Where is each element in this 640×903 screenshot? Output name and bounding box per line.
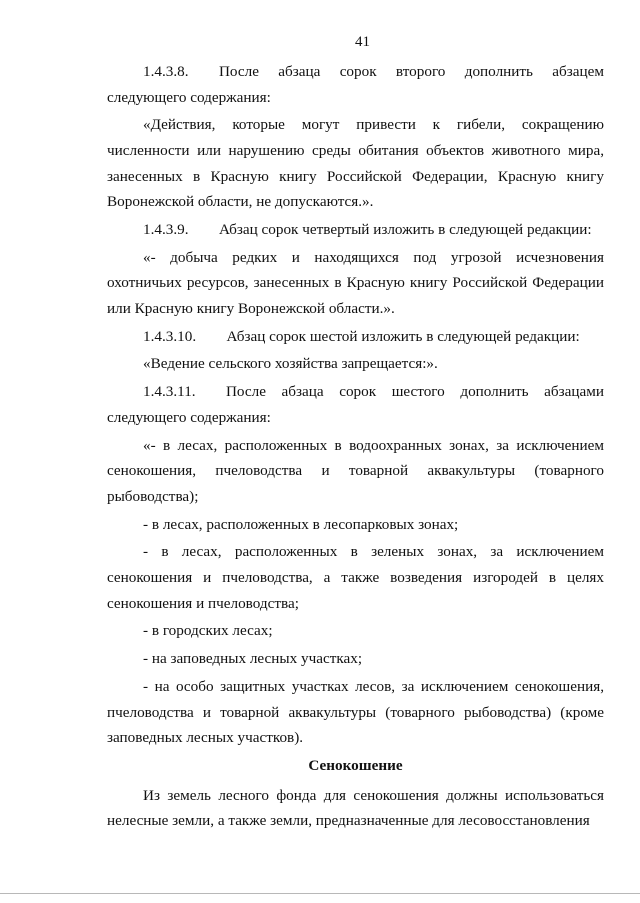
section-paragraph: Из земель лесного фонда для сенокошения должны использоваться нелесные земли, а также земли, предназначенные для лесовосстановления (107, 786, 604, 830)
page-number: 41 (355, 34, 370, 50)
list-item-green-zones: - в лесах, расположенных в зеленых зонах, за исключением сенокошения и пчеловодства, а также возведения изгородей в целях сенокошения и пчеловодства; (107, 543, 604, 612)
paragraph-quote-actions: «Действия, которые могут привести к гибели, сокращению численности или нарушению среды обитания объектов животного мира, занесенных в Красную книгу Российской Федерации, Красную книгу Воронежской области, не допускаются.». (107, 116, 604, 211)
list-item-forest-park: - в лесах, расположенных в лесопарковых зонах; (143, 515, 459, 533)
paragraph-1-4-3-8: 1.4.3.8. После абзаца сорок второго дополнить абзацем следующего содержания: (107, 63, 604, 106)
paragraph-quote-hunting: «- добыча редких и находящихся под угрозой исчезновения охотничьих ресурсов, занесенных в Красную книгу Российской Федерации или Красную книгу Воронежской области.». (107, 248, 604, 317)
section-heading: Сенокошение (308, 756, 403, 774)
list-item-reserved-plots: - на заповедных лесных участках; (143, 650, 363, 668)
list-item-water-protection: «- в лесах, расположенных в водоохранных зонах, за исключением сенокошения, пчеловодства и товарной аквакультуры (товарного рыбоводства); (107, 436, 604, 505)
paragraph-quote-agriculture: «Ведение сельского хозяйства запрещается:». (143, 355, 438, 373)
list-item-protective-plots: - на особо защитных участках лесов, за исключением сенокошения, пчеловодства и товарной аквакультуры (товарного рыбоводства) (кроме заповедных лесных участков). (107, 677, 604, 747)
list-item-city-forests: - в городских лесах; (143, 622, 273, 640)
paragraph-1-4-3-11: 1.4.3.11. После абзаца сорок шестого дополнить абзацами следующего содержания: (107, 383, 604, 426)
paragraph-1-4-3-10: 1.4.3.10. Абзац сорок шестой изложить в следующей редакции: (143, 327, 580, 345)
paragraph-1-4-3-9: 1.4.3.9. Абзац сорок четвертый изложить в следующей редакции: (143, 220, 592, 238)
scan-edge-line (0, 893, 640, 894)
